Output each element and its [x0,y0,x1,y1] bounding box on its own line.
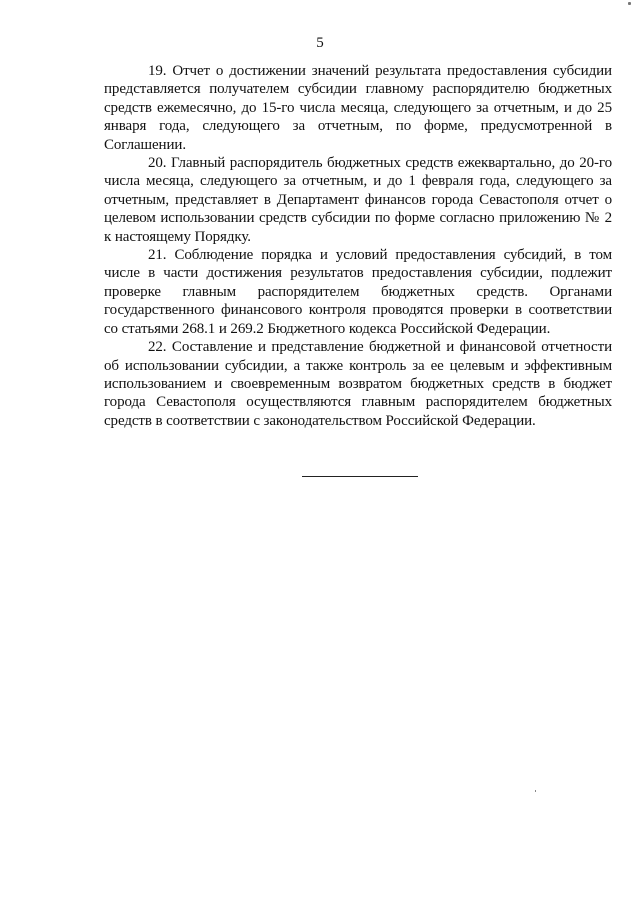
end-of-text-divider [302,476,418,477]
paragraph-22: 22. Составление и представление бюджетной и финансовой отчетности об использовании субсидии, а также контроль за ее целевым и эффективным использованием и своевременным возвратом бюджетных средств в бюджет города Севастополя осуществляются главным распорядителем бюджетных средств в соответствии с законодательством Российской Федерации. [104,339,612,429]
scan-speck [628,2,631,5]
document-body [104,62,612,430]
scan-speck [535,790,536,792]
paragraph-19: 19. Отчет о достижении значений результата предоставления субсидии представляется получателем субсидии главному распорядителю бюджетных средств ежемесячно, до 15-го числа месяца, следующего за отчетным, и до 25 января года, следующего за отчетным, по форме, предусмотренной в Соглашении. [104,63,612,153]
paragraph-21: 21. Соблюдение порядка и условий предоставления субсидий, в том числе в части достижения результатов предоставления субсидии, подлежит проверке главным распорядителем бюджетных средств. Органами государственного финансового контроля проводятся проверки в соответствии со статьями 268.1 и 269.2 Бюджетного кодекса Российской Федерации. [104,247,612,337]
paragraph-20: 20. Главный распорядитель бюджетных средств ежеквартально, до 20-го числа месяца, следующего за отчетным, и до 1 февраля года, следующего за отчетным, представляет в Департамент финансов города Севастополя отчет о целевом использовании средств субсидии по форме согласно приложению № 2 к настоящему Порядку. [104,155,612,245]
page-number: 5 [316,35,324,51]
